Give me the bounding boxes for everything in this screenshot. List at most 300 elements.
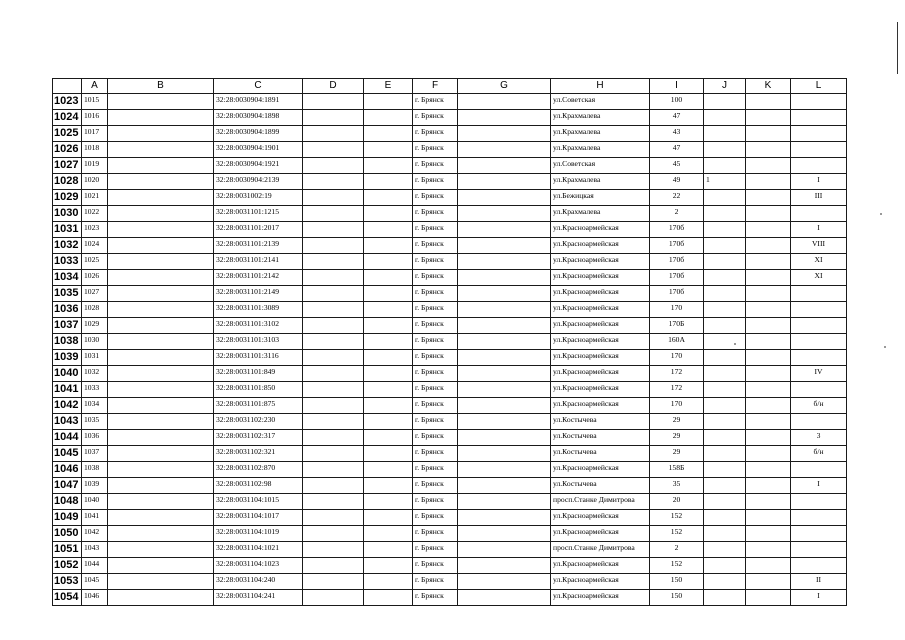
cell-g[interactable] — [458, 173, 551, 189]
cell-b[interactable] — [108, 125, 214, 141]
cell-g[interactable] — [458, 125, 551, 141]
cell-d[interactable] — [303, 269, 364, 285]
cell-g[interactable] — [458, 477, 551, 493]
cell-k[interactable] — [746, 525, 791, 541]
cell-j[interactable] — [704, 429, 746, 445]
cell-i[interactable]: 35 — [650, 477, 704, 493]
cell-a[interactable]: 1037 — [82, 445, 108, 461]
cell-a[interactable]: 1021 — [82, 189, 108, 205]
cell-j[interactable] — [704, 253, 746, 269]
cell-j[interactable] — [704, 269, 746, 285]
cell-k[interactable] — [746, 301, 791, 317]
cell-a[interactable]: 1045 — [82, 573, 108, 589]
cell-j[interactable] — [704, 397, 746, 413]
cell-k[interactable] — [746, 333, 791, 349]
cell-j[interactable] — [704, 525, 746, 541]
cell-d[interactable] — [303, 125, 364, 141]
cell-f[interactable]: г. Брянск — [413, 301, 458, 317]
cell-f[interactable]: г. Брянск — [413, 109, 458, 125]
cell-b[interactable] — [108, 141, 214, 157]
cell-a[interactable]: 1039 — [82, 477, 108, 493]
cell-b[interactable] — [108, 205, 214, 221]
cell-l[interactable] — [791, 461, 847, 477]
cell-c[interactable]: 32:28:0031101:849 — [214, 365, 303, 381]
cell-j[interactable] — [704, 445, 746, 461]
row-number-cell[interactable]: 1047 — [53, 477, 82, 493]
cell-b[interactable] — [108, 541, 214, 557]
cell-i[interactable]: 170б — [650, 221, 704, 237]
cell-h[interactable]: ул.Бежицкая — [551, 189, 650, 205]
cell-c[interactable]: 32:28:0031101:3103 — [214, 333, 303, 349]
cell-j[interactable] — [704, 477, 746, 493]
cell-f[interactable]: г. Брянск — [413, 365, 458, 381]
cell-b[interactable] — [108, 477, 214, 493]
cell-f[interactable]: г. Брянск — [413, 125, 458, 141]
row-number-cell[interactable]: 1054 — [53, 589, 82, 605]
column-header-k[interactable]: K — [746, 79, 791, 94]
cell-k[interactable] — [746, 349, 791, 365]
cell-k[interactable] — [746, 237, 791, 253]
column-header-f[interactable]: F — [413, 79, 458, 94]
cell-d[interactable] — [303, 109, 364, 125]
cell-c[interactable]: 32:28:0031104:1019 — [214, 525, 303, 541]
column-header-i[interactable]: I — [650, 79, 704, 94]
cell-h[interactable]: ул.Костычева — [551, 413, 650, 429]
cell-i[interactable]: 170б — [650, 269, 704, 285]
cell-g[interactable] — [458, 381, 551, 397]
row-number-cell[interactable]: 1028 — [53, 173, 82, 189]
row-number-cell[interactable]: 1046 — [53, 461, 82, 477]
column-header-d[interactable]: D — [303, 79, 364, 94]
row-number-cell[interactable]: 1023 — [53, 93, 82, 109]
cell-c[interactable]: 32:28:0031101:3102 — [214, 317, 303, 333]
cell-d[interactable] — [303, 301, 364, 317]
cell-b[interactable] — [108, 493, 214, 509]
cell-c[interactable]: 32:28:0031101:2142 — [214, 269, 303, 285]
cell-j[interactable] — [704, 573, 746, 589]
row-number-cell[interactable]: 1027 — [53, 157, 82, 173]
cell-g[interactable] — [458, 221, 551, 237]
row-number-cell[interactable]: 1043 — [53, 413, 82, 429]
cell-h[interactable]: ул.Красноармейская — [551, 461, 650, 477]
cell-d[interactable] — [303, 557, 364, 573]
cell-b[interactable] — [108, 237, 214, 253]
cell-d[interactable] — [303, 541, 364, 557]
row-number-cell[interactable]: 1033 — [53, 253, 82, 269]
row-number-cell[interactable]: 1030 — [53, 205, 82, 221]
cell-a[interactable]: 1043 — [82, 541, 108, 557]
cell-h[interactable]: ул.Красноармейская — [551, 317, 650, 333]
cell-g[interactable] — [458, 317, 551, 333]
cell-j[interactable] — [704, 589, 746, 605]
cell-b[interactable] — [108, 397, 214, 413]
cell-a[interactable]: 1026 — [82, 269, 108, 285]
cell-c[interactable]: 32:28:0031101:1215 — [214, 205, 303, 221]
cell-h[interactable]: ул.Красноармейская — [551, 301, 650, 317]
cell-d[interactable] — [303, 157, 364, 173]
cell-l[interactable] — [791, 333, 847, 349]
cell-d[interactable] — [303, 381, 364, 397]
cell-f[interactable]: г. Брянск — [413, 253, 458, 269]
cell-l[interactable]: III — [791, 189, 847, 205]
cell-a[interactable]: 1024 — [82, 237, 108, 253]
cell-f[interactable]: г. Брянск — [413, 349, 458, 365]
cell-g[interactable] — [458, 157, 551, 173]
cell-e[interactable] — [364, 253, 413, 269]
cell-d[interactable] — [303, 493, 364, 509]
cell-j[interactable] — [704, 333, 746, 349]
cell-a[interactable]: 1020 — [82, 173, 108, 189]
cell-e[interactable] — [364, 445, 413, 461]
cell-g[interactable] — [458, 253, 551, 269]
cell-e[interactable] — [364, 301, 413, 317]
cell-f[interactable]: г. Брянск — [413, 93, 458, 109]
cell-e[interactable] — [364, 557, 413, 573]
column-header-h[interactable]: H — [551, 79, 650, 94]
cell-f[interactable]: г. Брянск — [413, 445, 458, 461]
cell-j[interactable] — [704, 93, 746, 109]
cell-l[interactable] — [791, 541, 847, 557]
cell-k[interactable] — [746, 573, 791, 589]
cell-i[interactable]: 2 — [650, 541, 704, 557]
column-header-e[interactable]: E — [364, 79, 413, 94]
cell-g[interactable] — [458, 525, 551, 541]
cell-c[interactable]: 32:28:0031101:3116 — [214, 349, 303, 365]
cell-b[interactable] — [108, 93, 214, 109]
cell-e[interactable] — [364, 365, 413, 381]
cell-f[interactable]: г. Брянск — [413, 573, 458, 589]
cell-k[interactable] — [746, 589, 791, 605]
cell-g[interactable] — [458, 509, 551, 525]
cell-a[interactable]: 1046 — [82, 589, 108, 605]
cell-b[interactable] — [108, 109, 214, 125]
cell-h[interactable]: просп.Станке Димитрова — [551, 541, 650, 557]
cell-e[interactable] — [364, 237, 413, 253]
column-header-g[interactable]: G — [458, 79, 551, 94]
column-header-b[interactable]: B — [108, 79, 214, 94]
cell-k[interactable] — [746, 381, 791, 397]
cell-j[interactable] — [704, 205, 746, 221]
cell-g[interactable] — [458, 589, 551, 605]
cell-i[interactable]: 22 — [650, 189, 704, 205]
cell-b[interactable] — [108, 573, 214, 589]
cell-j[interactable] — [704, 285, 746, 301]
cell-e[interactable] — [364, 589, 413, 605]
cell-f[interactable]: г. Брянск — [413, 557, 458, 573]
cell-h[interactable]: ул.Красноармейская — [551, 365, 650, 381]
cell-e[interactable] — [364, 141, 413, 157]
cell-i[interactable]: 150 — [650, 589, 704, 605]
cell-c[interactable]: 32:28:0031104:240 — [214, 573, 303, 589]
cell-b[interactable] — [108, 189, 214, 205]
cell-i[interactable]: 170б — [650, 237, 704, 253]
cell-j[interactable] — [704, 493, 746, 509]
cell-d[interactable] — [303, 397, 364, 413]
cell-j[interactable] — [704, 509, 746, 525]
cell-k[interactable] — [746, 173, 791, 189]
cell-a[interactable]: 1032 — [82, 365, 108, 381]
cell-h[interactable]: ул.Красноармейская — [551, 349, 650, 365]
cell-h[interactable]: ул.Крахмалева — [551, 141, 650, 157]
cell-b[interactable] — [108, 333, 214, 349]
cell-b[interactable] — [108, 589, 214, 605]
cell-e[interactable] — [364, 509, 413, 525]
cell-f[interactable]: г. Брянск — [413, 173, 458, 189]
row-number-cell[interactable]: 1045 — [53, 445, 82, 461]
cell-c[interactable]: 32:28:0031101:2149 — [214, 285, 303, 301]
cell-j[interactable] — [704, 349, 746, 365]
cell-j[interactable] — [704, 157, 746, 173]
cell-c[interactable]: 32:28:0031101:2139 — [214, 237, 303, 253]
cell-d[interactable] — [303, 317, 364, 333]
cell-l[interactable] — [791, 493, 847, 509]
cell-i[interactable]: 170б — [650, 253, 704, 269]
cell-d[interactable] — [303, 93, 364, 109]
cell-j[interactable] — [704, 557, 746, 573]
cell-f[interactable]: г. Брянск — [413, 141, 458, 157]
cell-b[interactable] — [108, 365, 214, 381]
cell-k[interactable] — [746, 557, 791, 573]
cell-c[interactable]: 32:28:0030904:1901 — [214, 141, 303, 157]
cell-d[interactable] — [303, 509, 364, 525]
cell-l[interactable]: б/н — [791, 397, 847, 413]
cell-b[interactable] — [108, 253, 214, 269]
cell-a[interactable]: 1042 — [82, 525, 108, 541]
cell-h[interactable]: ул.Костычева — [551, 445, 650, 461]
cell-d[interactable] — [303, 349, 364, 365]
cell-j[interactable] — [704, 301, 746, 317]
cell-a[interactable]: 1028 — [82, 301, 108, 317]
corner-header[interactable] — [53, 79, 82, 94]
cell-k[interactable] — [746, 317, 791, 333]
cell-d[interactable] — [303, 173, 364, 189]
cell-l[interactable] — [791, 205, 847, 221]
row-number-cell[interactable]: 1044 — [53, 429, 82, 445]
cell-k[interactable] — [746, 269, 791, 285]
cell-h[interactable]: ул.Крахмалева — [551, 125, 650, 141]
cell-k[interactable] — [746, 125, 791, 141]
row-number-cell[interactable]: 1042 — [53, 397, 82, 413]
cell-d[interactable] — [303, 365, 364, 381]
cell-k[interactable] — [746, 189, 791, 205]
cell-i[interactable]: 170 — [650, 349, 704, 365]
cell-f[interactable]: г. Брянск — [413, 189, 458, 205]
cell-h[interactable]: ул.Красноармейская — [551, 397, 650, 413]
cell-f[interactable]: г. Брянск — [413, 397, 458, 413]
column-header-c[interactable]: C — [214, 79, 303, 94]
cell-e[interactable] — [364, 93, 413, 109]
cell-a[interactable]: 1040 — [82, 493, 108, 509]
cell-l[interactable]: IV — [791, 365, 847, 381]
row-number-cell[interactable]: 1048 — [53, 493, 82, 509]
cell-k[interactable] — [746, 365, 791, 381]
cell-a[interactable]: 1022 — [82, 205, 108, 221]
cell-a[interactable]: 1031 — [82, 349, 108, 365]
cell-d[interactable] — [303, 141, 364, 157]
cell-f[interactable]: г. Брянск — [413, 461, 458, 477]
cell-d[interactable] — [303, 221, 364, 237]
cell-g[interactable] — [458, 349, 551, 365]
cell-j[interactable] — [704, 365, 746, 381]
cell-h[interactable]: ул.Красноармейская — [551, 333, 650, 349]
column-header-a[interactable]: A — [82, 79, 108, 94]
cell-i[interactable]: 170 — [650, 301, 704, 317]
cell-h[interactable]: ул.Красноармейская — [551, 573, 650, 589]
cell-j[interactable] — [704, 317, 746, 333]
cell-g[interactable] — [458, 109, 551, 125]
cell-h[interactable]: ул.Красноармейская — [551, 525, 650, 541]
cell-l[interactable] — [791, 141, 847, 157]
cell-d[interactable] — [303, 237, 364, 253]
cell-g[interactable] — [458, 429, 551, 445]
cell-f[interactable]: г. Брянск — [413, 269, 458, 285]
cell-b[interactable] — [108, 445, 214, 461]
cell-f[interactable]: г. Брянск — [413, 477, 458, 493]
cell-b[interactable] — [108, 413, 214, 429]
cell-j[interactable] — [704, 541, 746, 557]
row-number-cell[interactable]: 1051 — [53, 541, 82, 557]
cell-g[interactable] — [458, 141, 551, 157]
cell-j[interactable] — [704, 461, 746, 477]
cell-h[interactable]: ул.Красноармейская — [551, 285, 650, 301]
cell-c[interactable]: 32:28:0031102:870 — [214, 461, 303, 477]
cell-k[interactable] — [746, 445, 791, 461]
cell-g[interactable] — [458, 285, 551, 301]
cell-l[interactable]: 3 — [791, 429, 847, 445]
cell-e[interactable] — [364, 157, 413, 173]
cell-f[interactable]: г. Брянск — [413, 221, 458, 237]
row-number-cell[interactable]: 1037 — [53, 317, 82, 333]
cell-j[interactable] — [704, 141, 746, 157]
cell-h[interactable]: ул.Крахмалева — [551, 109, 650, 125]
cell-a[interactable]: 1015 — [82, 93, 108, 109]
cell-k[interactable] — [746, 285, 791, 301]
cell-f[interactable]: г. Брянск — [413, 317, 458, 333]
cell-e[interactable] — [364, 173, 413, 189]
row-number-cell[interactable]: 1052 — [53, 557, 82, 573]
cell-l[interactable]: VIII — [791, 237, 847, 253]
row-number-cell[interactable]: 1036 — [53, 301, 82, 317]
cell-c[interactable]: 32:28:0031002:19 — [214, 189, 303, 205]
cell-h[interactable]: ул.Советская — [551, 157, 650, 173]
cell-k[interactable] — [746, 109, 791, 125]
row-number-cell[interactable]: 1040 — [53, 365, 82, 381]
cell-f[interactable]: г. Брянск — [413, 381, 458, 397]
cell-g[interactable] — [458, 461, 551, 477]
cell-f[interactable]: г. Брянск — [413, 525, 458, 541]
cell-f[interactable]: г. Брянск — [413, 285, 458, 301]
cell-l[interactable] — [791, 349, 847, 365]
cell-g[interactable] — [458, 413, 551, 429]
cell-c[interactable]: 32:28:0030904:1921 — [214, 157, 303, 173]
cell-e[interactable] — [364, 205, 413, 221]
cell-c[interactable]: 32:28:0031102:98 — [214, 477, 303, 493]
cell-a[interactable]: 1033 — [82, 381, 108, 397]
cell-e[interactable] — [364, 413, 413, 429]
cell-l[interactable] — [791, 509, 847, 525]
cell-d[interactable] — [303, 429, 364, 445]
cell-l[interactable] — [791, 525, 847, 541]
cell-f[interactable]: г. Брянск — [413, 205, 458, 221]
cell-i[interactable]: 152 — [650, 525, 704, 541]
cell-a[interactable]: 1025 — [82, 253, 108, 269]
cell-c[interactable]: 32:28:0031104:1017 — [214, 509, 303, 525]
cell-f[interactable]: г. Брянск — [413, 413, 458, 429]
cell-e[interactable] — [364, 317, 413, 333]
cell-i[interactable]: 158Б — [650, 461, 704, 477]
cell-k[interactable] — [746, 477, 791, 493]
cell-j[interactable]: 1 — [704, 173, 746, 189]
cell-g[interactable] — [458, 397, 551, 413]
cell-g[interactable] — [458, 333, 551, 349]
cell-h[interactable]: ул.Красноармейская — [551, 221, 650, 237]
cell-j[interactable] — [704, 125, 746, 141]
cell-k[interactable] — [746, 509, 791, 525]
cell-e[interactable] — [364, 461, 413, 477]
row-number-cell[interactable]: 1038 — [53, 333, 82, 349]
cell-c[interactable]: 32:28:0031102:321 — [214, 445, 303, 461]
row-number-cell[interactable]: 1024 — [53, 109, 82, 125]
cell-l[interactable] — [791, 125, 847, 141]
cell-a[interactable]: 1029 — [82, 317, 108, 333]
cell-l[interactable] — [791, 381, 847, 397]
cell-h[interactable]: ул.Красноармейская — [551, 509, 650, 525]
cell-l[interactable]: I — [791, 477, 847, 493]
cell-a[interactable]: 1019 — [82, 157, 108, 173]
cell-d[interactable] — [303, 253, 364, 269]
cell-i[interactable]: 172 — [650, 365, 704, 381]
cell-g[interactable] — [458, 365, 551, 381]
cell-i[interactable]: 100 — [650, 93, 704, 109]
cell-b[interactable] — [108, 557, 214, 573]
cell-a[interactable]: 1017 — [82, 125, 108, 141]
cell-e[interactable] — [364, 381, 413, 397]
cell-e[interactable] — [364, 221, 413, 237]
cell-i[interactable]: 170 — [650, 397, 704, 413]
row-number-cell[interactable]: 1050 — [53, 525, 82, 541]
cell-i[interactable]: 152 — [650, 557, 704, 573]
row-number-cell[interactable]: 1049 — [53, 509, 82, 525]
cell-e[interactable] — [364, 525, 413, 541]
cell-d[interactable] — [303, 461, 364, 477]
cell-i[interactable]: 152 — [650, 509, 704, 525]
cell-c[interactable]: 32:28:0031101:2017 — [214, 221, 303, 237]
cell-h[interactable]: ул.Советская — [551, 93, 650, 109]
cell-a[interactable]: 1034 — [82, 397, 108, 413]
cell-i[interactable]: 2 — [650, 205, 704, 221]
cell-i[interactable]: 170б — [650, 285, 704, 301]
cell-i[interactable]: 160А — [650, 333, 704, 349]
cell-c[interactable]: 32:28:0030904:1891 — [214, 93, 303, 109]
cell-j[interactable] — [704, 109, 746, 125]
cell-l[interactable]: XI — [791, 269, 847, 285]
cell-l[interactable] — [791, 557, 847, 573]
cell-i[interactable]: 43 — [650, 125, 704, 141]
cell-b[interactable] — [108, 381, 214, 397]
cell-f[interactable]: г. Брянск — [413, 541, 458, 557]
row-number-cell[interactable]: 1039 — [53, 349, 82, 365]
cell-l[interactable] — [791, 317, 847, 333]
cell-c[interactable]: 32:28:0031101:2141 — [214, 253, 303, 269]
cell-l[interactable] — [791, 109, 847, 125]
cell-d[interactable] — [303, 413, 364, 429]
cell-h[interactable]: ул.Красноармейская — [551, 237, 650, 253]
cell-k[interactable] — [746, 493, 791, 509]
cell-a[interactable]: 1038 — [82, 461, 108, 477]
cell-b[interactable] — [108, 317, 214, 333]
cell-b[interactable] — [108, 285, 214, 301]
column-header-j[interactable]: J — [704, 79, 746, 94]
